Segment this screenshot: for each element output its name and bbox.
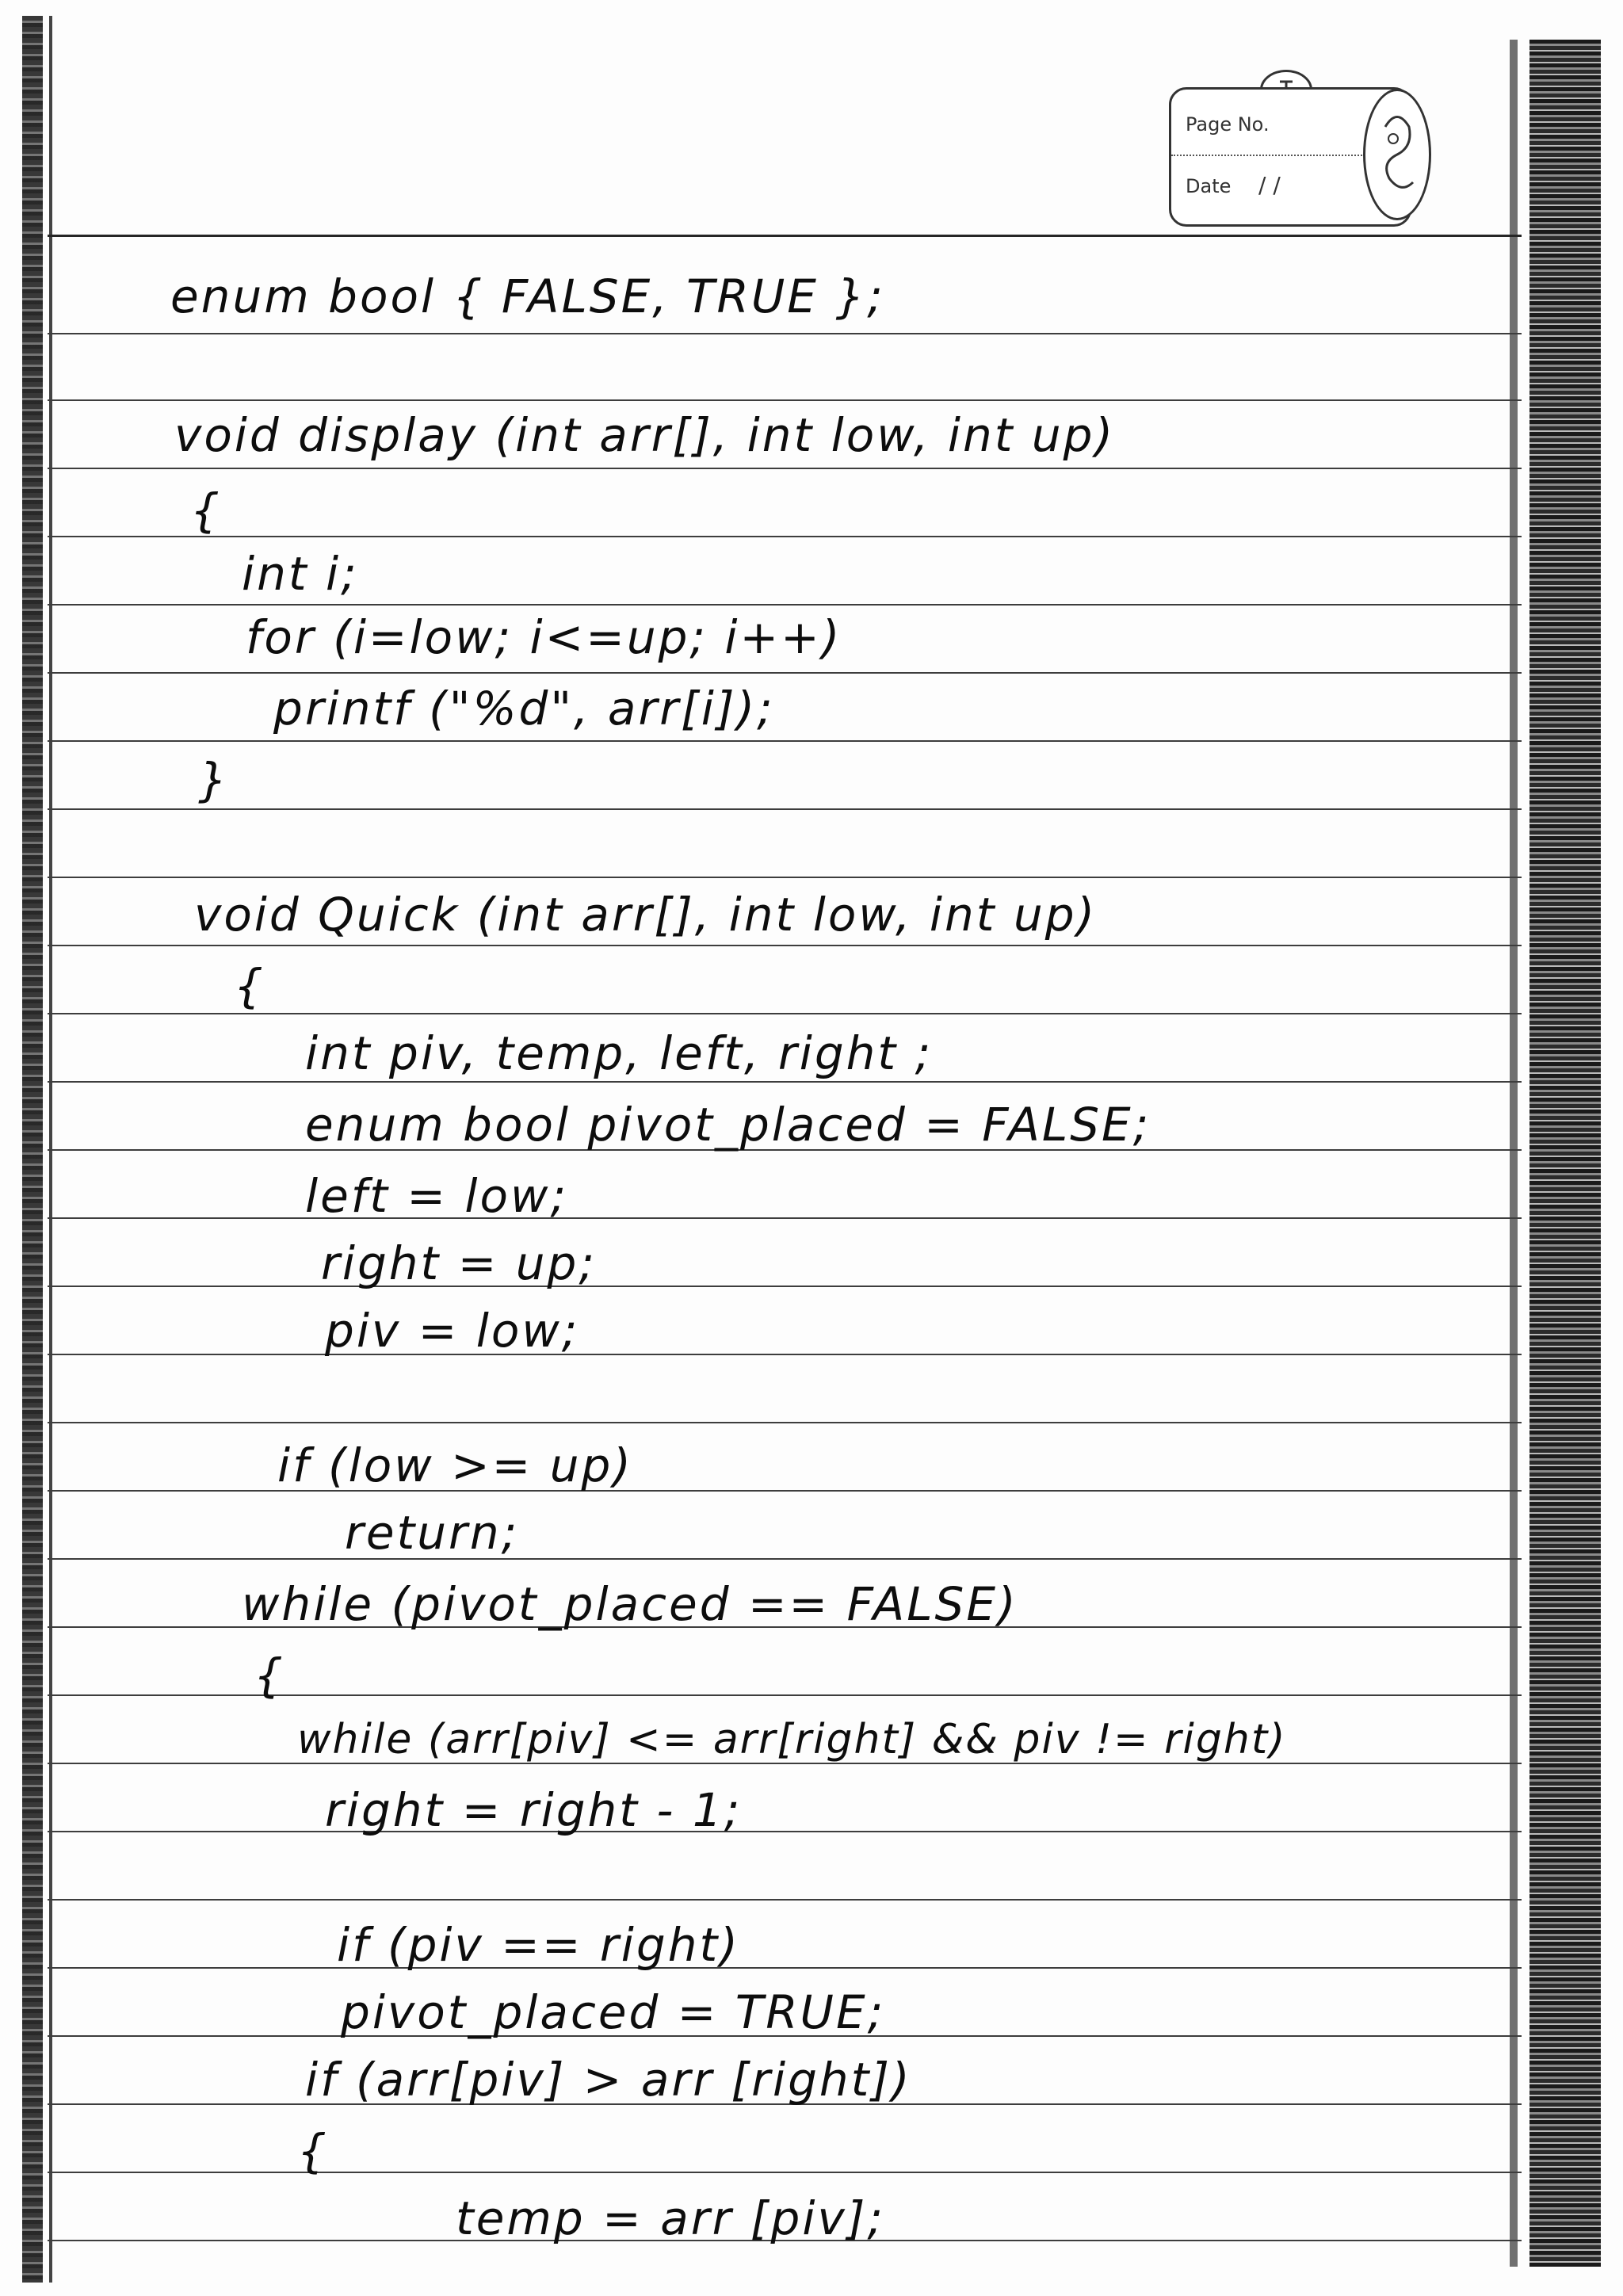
code-line: left = low; (305, 1169, 569, 1223)
ruled-line (48, 1286, 1522, 1287)
ruled-line (48, 672, 1522, 674)
code-line: { (254, 1648, 285, 1702)
date-label: Date (1186, 175, 1232, 197)
date-value: / / (1258, 172, 1281, 198)
page-right-shadow (1510, 40, 1518, 2267)
code-line: int i; (242, 547, 359, 601)
ruled-line (48, 1490, 1522, 1492)
ruled-line (48, 945, 1522, 946)
code-line: { (234, 959, 265, 1013)
code-line: void Quick (int arr[], int low, int up) (194, 888, 1098, 942)
code-line: pivot_placed = TRUE; (341, 1985, 886, 2039)
code-line: enum bool pivot_placed = FALSE; (305, 1098, 1151, 1152)
code-line: } (198, 753, 230, 807)
ruled-line (48, 1967, 1522, 1969)
ruled-line (48, 399, 1522, 401)
page-left-binding-edge (22, 16, 43, 2283)
page-right-scan-edge (1529, 40, 1601, 2267)
code-line: while (pivot_placed == FALSE) (242, 1577, 1018, 1631)
ruled-line (48, 1558, 1522, 1560)
code-line: right = up; (321, 1236, 597, 1290)
code-line: printf ("%d", arr[i]); (273, 682, 775, 735)
code-line: piv = low; (325, 1304, 580, 1358)
code-line: while (arr[piv] <= arr[right] && piv != right) (297, 1716, 1287, 1763)
ruled-line (48, 1013, 1522, 1014)
ruled-line (48, 2172, 1522, 2173)
seal-icon (1363, 89, 1431, 220)
ruled-line (48, 536, 1522, 537)
ruled-line (48, 877, 1522, 878)
ruled-line (48, 740, 1522, 742)
ruled-line (48, 1354, 1522, 1355)
code-line: enum bool { FALSE, TRUE }; (170, 269, 885, 323)
code-line: if (low >= up) (277, 1438, 633, 1492)
code-line: void display (int arr[], int low, int up) (174, 408, 1116, 462)
code-line: { (190, 483, 222, 537)
ruled-line (48, 468, 1522, 469)
code-line: { (297, 2124, 329, 2178)
code-line: for (i=low; i<=up; i++) (246, 610, 842, 664)
code-line: if (piv == right) (337, 1918, 740, 1972)
ruled-line (48, 1217, 1522, 1219)
page-no-label: Page No. (1186, 113, 1270, 136)
code-line: if (arr[piv] > arr [right]) (305, 2053, 912, 2107)
ruled-line (48, 235, 1522, 237)
ruled-line (48, 1081, 1522, 1083)
ruled-line (48, 1422, 1522, 1423)
code-line: temp = arr [piv]; (456, 2191, 885, 2245)
code-line: return; (345, 1506, 520, 1560)
code-line: right = right - 1; (325, 1783, 743, 1837)
ruled-line (48, 808, 1522, 810)
ruled-line (48, 1831, 1522, 1832)
ruled-line (48, 333, 1522, 334)
ruled-line (48, 604, 1522, 606)
ruled-line (48, 1899, 1522, 1901)
code-line: int piv, temp, left, right ; (305, 1026, 934, 1080)
